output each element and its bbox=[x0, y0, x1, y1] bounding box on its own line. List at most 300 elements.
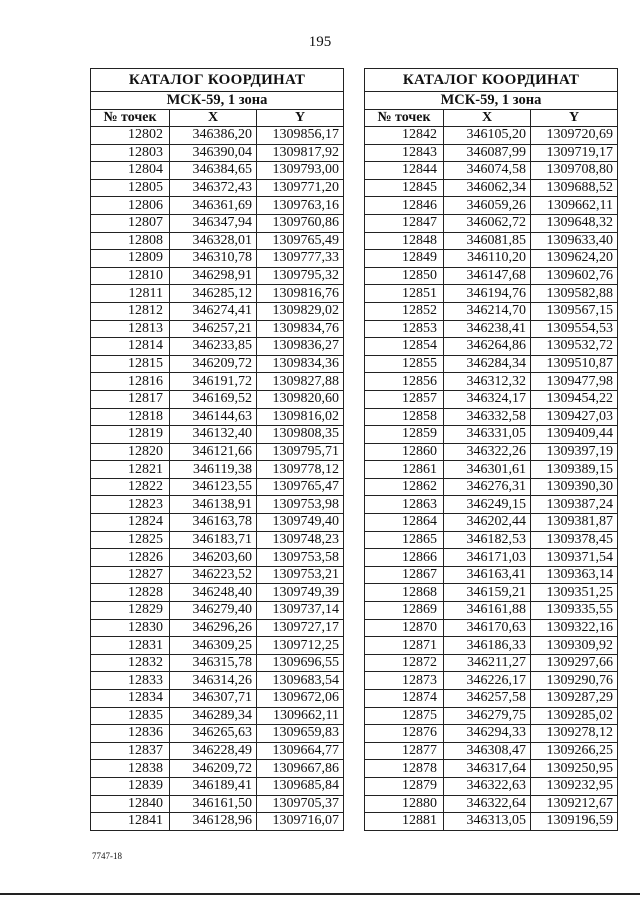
y-coordinate-cell: 1309667,86 bbox=[257, 760, 344, 778]
table-row bbox=[91, 795, 344, 813]
y-coordinate-cell: 1309753,21 bbox=[257, 566, 344, 584]
x-coordinate-cell: 346138,91 bbox=[170, 496, 257, 514]
x-coordinate-cell: 346284,34 bbox=[444, 355, 531, 373]
point-number-cell: 12872 bbox=[365, 654, 444, 672]
column-header-y: Y bbox=[531, 110, 618, 127]
x-coordinate-cell: 346322,63 bbox=[444, 777, 531, 795]
table-row bbox=[91, 496, 344, 514]
point-number-cell: 12838 bbox=[91, 760, 170, 778]
point-number-cell: 12865 bbox=[365, 531, 444, 549]
table-row bbox=[365, 320, 618, 338]
table-row bbox=[365, 408, 618, 426]
x-coordinate-cell: 346059,26 bbox=[444, 197, 531, 215]
table-row bbox=[365, 602, 618, 620]
table-row bbox=[365, 197, 618, 215]
point-number-cell: 12810 bbox=[91, 267, 170, 285]
table-row bbox=[91, 549, 344, 567]
table-row bbox=[91, 602, 344, 620]
x-coordinate-cell: 346332,58 bbox=[444, 408, 531, 426]
x-coordinate-cell: 346309,25 bbox=[170, 637, 257, 655]
y-coordinate-cell: 1309753,58 bbox=[257, 549, 344, 567]
table-row bbox=[365, 566, 618, 584]
x-coordinate-cell: 346119,38 bbox=[170, 461, 257, 479]
table-row bbox=[91, 690, 344, 708]
point-number-cell: 12841 bbox=[91, 813, 170, 831]
x-coordinate-cell: 346183,71 bbox=[170, 531, 257, 549]
table-row bbox=[365, 179, 618, 197]
x-coordinate-cell: 346223,52 bbox=[170, 566, 257, 584]
point-number-cell: 12842 bbox=[365, 127, 444, 145]
point-number-cell: 12816 bbox=[91, 373, 170, 391]
table-row bbox=[91, 355, 344, 373]
table-row bbox=[365, 144, 618, 162]
y-coordinate-cell: 1309427,03 bbox=[531, 408, 618, 426]
y-coordinate-cell: 1309322,16 bbox=[531, 619, 618, 637]
table-row bbox=[91, 760, 344, 778]
point-number-cell: 12811 bbox=[91, 285, 170, 303]
point-number-cell: 12875 bbox=[365, 707, 444, 725]
table-row bbox=[365, 725, 618, 743]
y-coordinate-cell: 1309335,55 bbox=[531, 602, 618, 620]
x-coordinate-cell: 346105,20 bbox=[444, 127, 531, 145]
point-number-cell: 12862 bbox=[365, 478, 444, 496]
point-number-cell: 12819 bbox=[91, 426, 170, 444]
table-row bbox=[365, 496, 618, 514]
point-number-cell: 12825 bbox=[91, 531, 170, 549]
x-coordinate-cell: 346182,53 bbox=[444, 531, 531, 549]
table-row bbox=[91, 637, 344, 655]
x-coordinate-cell: 346310,78 bbox=[170, 250, 257, 268]
point-number-cell: 12829 bbox=[91, 602, 170, 620]
y-coordinate-cell: 1309212,67 bbox=[531, 795, 618, 813]
point-number-cell: 12821 bbox=[91, 461, 170, 479]
point-number-cell: 12876 bbox=[365, 725, 444, 743]
y-coordinate-cell: 1309836,27 bbox=[257, 338, 344, 356]
point-number-cell: 12833 bbox=[91, 672, 170, 690]
point-number-cell: 12867 bbox=[365, 566, 444, 584]
point-number-cell: 12822 bbox=[91, 478, 170, 496]
table-row bbox=[365, 267, 618, 285]
point-number-cell: 12858 bbox=[365, 408, 444, 426]
point-number-cell: 12830 bbox=[91, 619, 170, 637]
table-row bbox=[365, 390, 618, 408]
point-number-cell: 12812 bbox=[91, 302, 170, 320]
point-number-cell: 12837 bbox=[91, 742, 170, 760]
y-coordinate-cell: 1309287,29 bbox=[531, 690, 618, 708]
point-number-cell: 12860 bbox=[365, 443, 444, 461]
point-number-cell: 12813 bbox=[91, 320, 170, 338]
point-number-cell: 12808 bbox=[91, 232, 170, 250]
document-code: 7747-18 bbox=[92, 851, 122, 861]
x-coordinate-cell: 346285,12 bbox=[170, 285, 257, 303]
point-number-cell: 12820 bbox=[91, 443, 170, 461]
x-coordinate-cell: 346257,21 bbox=[170, 320, 257, 338]
y-coordinate-cell: 1309696,55 bbox=[257, 654, 344, 672]
x-coordinate-cell: 346233,85 bbox=[170, 338, 257, 356]
point-number-cell: 12824 bbox=[91, 514, 170, 532]
table-row bbox=[91, 672, 344, 690]
point-number-cell: 12850 bbox=[365, 267, 444, 285]
table-row bbox=[365, 690, 618, 708]
y-coordinate-cell: 1309771,20 bbox=[257, 179, 344, 197]
x-coordinate-cell: 346163,41 bbox=[444, 566, 531, 584]
x-coordinate-cell: 346211,27 bbox=[444, 654, 531, 672]
table-row bbox=[365, 549, 618, 567]
x-coordinate-cell: 346191,72 bbox=[170, 373, 257, 391]
point-number-cell: 12827 bbox=[91, 566, 170, 584]
table-row bbox=[365, 795, 618, 813]
y-coordinate-cell: 1309351,25 bbox=[531, 584, 618, 602]
column-header-y: Y bbox=[257, 110, 344, 127]
table-row bbox=[365, 707, 618, 725]
point-number-cell: 12881 bbox=[365, 813, 444, 831]
table-row bbox=[91, 654, 344, 672]
table-row bbox=[365, 232, 618, 250]
y-coordinate-cell: 1309719,17 bbox=[531, 144, 618, 162]
y-coordinate-cell: 1309309,92 bbox=[531, 637, 618, 655]
x-coordinate-cell: 346161,88 bbox=[444, 602, 531, 620]
y-coordinate-cell: 1309397,19 bbox=[531, 443, 618, 461]
x-coordinate-cell: 346296,26 bbox=[170, 619, 257, 637]
y-coordinate-cell: 1309582,88 bbox=[531, 285, 618, 303]
y-coordinate-cell: 1309749,40 bbox=[257, 514, 344, 532]
x-coordinate-cell: 346110,20 bbox=[444, 250, 531, 268]
x-coordinate-cell: 346062,34 bbox=[444, 179, 531, 197]
y-coordinate-cell: 1309278,12 bbox=[531, 725, 618, 743]
y-coordinate-cell: 1309297,66 bbox=[531, 654, 618, 672]
point-number-cell: 12864 bbox=[365, 514, 444, 532]
y-coordinate-cell: 1309266,25 bbox=[531, 742, 618, 760]
y-coordinate-cell: 1309683,54 bbox=[257, 672, 344, 690]
point-number-cell: 12873 bbox=[365, 672, 444, 690]
table-row bbox=[91, 179, 344, 197]
point-number-cell: 12868 bbox=[365, 584, 444, 602]
point-number-cell: 12805 bbox=[91, 179, 170, 197]
x-coordinate-cell: 346226,17 bbox=[444, 672, 531, 690]
y-coordinate-cell: 1309602,76 bbox=[531, 267, 618, 285]
table-row bbox=[365, 127, 618, 145]
x-coordinate-cell: 346123,55 bbox=[170, 478, 257, 496]
point-number-cell: 12832 bbox=[91, 654, 170, 672]
y-coordinate-cell: 1309381,87 bbox=[531, 514, 618, 532]
table-row bbox=[91, 584, 344, 602]
y-coordinate-cell: 1309720,69 bbox=[531, 127, 618, 145]
table-row bbox=[91, 777, 344, 795]
x-coordinate-cell: 346194,76 bbox=[444, 285, 531, 303]
x-coordinate-cell: 346315,78 bbox=[170, 654, 257, 672]
y-coordinate-cell: 1309816,76 bbox=[257, 285, 344, 303]
column-header-point-number: № точек bbox=[365, 110, 444, 127]
x-coordinate-cell: 346347,94 bbox=[170, 214, 257, 232]
x-coordinate-cell: 346202,44 bbox=[444, 514, 531, 532]
table-row bbox=[365, 338, 618, 356]
point-number-cell: 12814 bbox=[91, 338, 170, 356]
y-coordinate-cell: 1309662,11 bbox=[257, 707, 344, 725]
y-coordinate-cell: 1309662,11 bbox=[531, 197, 618, 215]
point-number-cell: 12871 bbox=[365, 637, 444, 655]
table-row bbox=[365, 461, 618, 479]
table-row bbox=[91, 725, 344, 743]
y-coordinate-cell: 1309389,15 bbox=[531, 461, 618, 479]
x-coordinate-cell: 346257,58 bbox=[444, 690, 531, 708]
point-number-cell: 12857 bbox=[365, 390, 444, 408]
x-coordinate-cell: 346264,86 bbox=[444, 338, 531, 356]
table-row bbox=[365, 584, 618, 602]
table-row bbox=[365, 162, 618, 180]
x-coordinate-cell: 346308,47 bbox=[444, 742, 531, 760]
x-coordinate-cell: 346248,40 bbox=[170, 584, 257, 602]
y-coordinate-cell: 1309777,33 bbox=[257, 250, 344, 268]
x-coordinate-cell: 346062,72 bbox=[444, 214, 531, 232]
y-coordinate-cell: 1309820,60 bbox=[257, 390, 344, 408]
y-coordinate-cell: 1309685,84 bbox=[257, 777, 344, 795]
x-coordinate-cell: 346238,41 bbox=[444, 320, 531, 338]
y-coordinate-cell: 1309753,98 bbox=[257, 496, 344, 514]
x-coordinate-cell: 346279,75 bbox=[444, 707, 531, 725]
y-coordinate-cell: 1309363,14 bbox=[531, 566, 618, 584]
x-coordinate-cell: 346161,50 bbox=[170, 795, 257, 813]
point-number-cell: 12877 bbox=[365, 742, 444, 760]
y-coordinate-cell: 1309856,17 bbox=[257, 127, 344, 145]
point-number-cell: 12866 bbox=[365, 549, 444, 567]
x-coordinate-cell: 346289,34 bbox=[170, 707, 257, 725]
x-coordinate-cell: 346081,85 bbox=[444, 232, 531, 250]
y-coordinate-cell: 1309554,53 bbox=[531, 320, 618, 338]
y-coordinate-cell: 1309716,07 bbox=[257, 813, 344, 831]
point-number-cell: 12826 bbox=[91, 549, 170, 567]
x-coordinate-cell: 346279,40 bbox=[170, 602, 257, 620]
x-coordinate-cell: 346159,21 bbox=[444, 584, 531, 602]
x-coordinate-cell: 346189,41 bbox=[170, 777, 257, 795]
y-coordinate-cell: 1309765,49 bbox=[257, 232, 344, 250]
x-coordinate-cell: 346265,63 bbox=[170, 725, 257, 743]
y-coordinate-cell: 1309477,98 bbox=[531, 373, 618, 391]
y-coordinate-cell: 1309763,16 bbox=[257, 197, 344, 215]
y-coordinate-cell: 1309387,24 bbox=[531, 496, 618, 514]
table-row bbox=[365, 426, 618, 444]
table-row bbox=[91, 320, 344, 338]
point-number-cell: 12870 bbox=[365, 619, 444, 637]
point-number-cell: 12879 bbox=[365, 777, 444, 795]
table-row bbox=[365, 285, 618, 303]
point-number-cell: 12823 bbox=[91, 496, 170, 514]
x-coordinate-cell: 346317,64 bbox=[444, 760, 531, 778]
table-row bbox=[91, 127, 344, 145]
y-coordinate-cell: 1309409,44 bbox=[531, 426, 618, 444]
y-coordinate-cell: 1309648,32 bbox=[531, 214, 618, 232]
table-row bbox=[365, 531, 618, 549]
y-coordinate-cell: 1309672,06 bbox=[257, 690, 344, 708]
y-coordinate-cell: 1309567,15 bbox=[531, 302, 618, 320]
y-coordinate-cell: 1309795,71 bbox=[257, 443, 344, 461]
x-coordinate-cell: 346203,60 bbox=[170, 549, 257, 567]
point-number-cell: 12855 bbox=[365, 355, 444, 373]
table-row bbox=[91, 338, 344, 356]
table-row bbox=[365, 214, 618, 232]
point-number-cell: 12852 bbox=[365, 302, 444, 320]
x-coordinate-cell: 346170,63 bbox=[444, 619, 531, 637]
point-number-cell: 12874 bbox=[365, 690, 444, 708]
table-row bbox=[365, 619, 618, 637]
x-coordinate-cell: 346147,68 bbox=[444, 267, 531, 285]
point-number-cell: 12831 bbox=[91, 637, 170, 655]
y-coordinate-cell: 1309196,59 bbox=[531, 813, 618, 831]
x-coordinate-cell: 346361,69 bbox=[170, 197, 257, 215]
point-number-cell: 12863 bbox=[365, 496, 444, 514]
x-coordinate-cell: 346087,99 bbox=[444, 144, 531, 162]
table-row bbox=[91, 250, 344, 268]
y-coordinate-cell: 1309454,22 bbox=[531, 390, 618, 408]
x-coordinate-cell: 346209,72 bbox=[170, 760, 257, 778]
table-row bbox=[365, 355, 618, 373]
y-coordinate-cell: 1309390,30 bbox=[531, 478, 618, 496]
y-coordinate-cell: 1309659,83 bbox=[257, 725, 344, 743]
table-row bbox=[91, 514, 344, 532]
y-coordinate-cell: 1309633,40 bbox=[531, 232, 618, 250]
point-number-cell: 12809 bbox=[91, 250, 170, 268]
point-number-cell: 12803 bbox=[91, 144, 170, 162]
x-coordinate-cell: 346312,32 bbox=[444, 373, 531, 391]
table-row bbox=[91, 478, 344, 496]
table-row bbox=[91, 373, 344, 391]
x-coordinate-cell: 346074,58 bbox=[444, 162, 531, 180]
point-number-cell: 12835 bbox=[91, 707, 170, 725]
table-row bbox=[365, 443, 618, 461]
coordinate-catalog-right bbox=[364, 68, 618, 831]
point-number-cell: 12854 bbox=[365, 338, 444, 356]
table-row bbox=[91, 267, 344, 285]
y-coordinate-cell: 1309827,88 bbox=[257, 373, 344, 391]
point-number-cell: 12844 bbox=[365, 162, 444, 180]
y-coordinate-cell: 1309532,72 bbox=[531, 338, 618, 356]
catalog-subtitle: МСК-59, 1 зона bbox=[91, 92, 344, 110]
y-coordinate-cell: 1309250,95 bbox=[531, 760, 618, 778]
point-number-cell: 12818 bbox=[91, 408, 170, 426]
x-coordinate-cell: 346276,31 bbox=[444, 478, 531, 496]
y-coordinate-cell: 1309510,87 bbox=[531, 355, 618, 373]
point-number-cell: 12806 bbox=[91, 197, 170, 215]
table-row bbox=[365, 478, 618, 496]
table-row bbox=[91, 813, 344, 831]
point-number-cell: 12845 bbox=[365, 179, 444, 197]
point-number-cell: 12836 bbox=[91, 725, 170, 743]
x-coordinate-cell: 346186,33 bbox=[444, 637, 531, 655]
x-coordinate-cell: 346144,63 bbox=[170, 408, 257, 426]
catalog-title: КАТАЛОГ КООРДИНАТ bbox=[365, 69, 618, 92]
point-number-cell: 12851 bbox=[365, 285, 444, 303]
page-number: 195 bbox=[308, 34, 332, 50]
table-row bbox=[91, 426, 344, 444]
table-row bbox=[91, 302, 344, 320]
y-coordinate-cell: 1309705,37 bbox=[257, 795, 344, 813]
y-coordinate-cell: 1309727,17 bbox=[257, 619, 344, 637]
x-coordinate-cell: 346390,04 bbox=[170, 144, 257, 162]
y-coordinate-cell: 1309808,35 bbox=[257, 426, 344, 444]
x-coordinate-cell: 346274,41 bbox=[170, 302, 257, 320]
column-header-x: X bbox=[170, 110, 257, 127]
y-coordinate-cell: 1309748,23 bbox=[257, 531, 344, 549]
table-row bbox=[365, 742, 618, 760]
point-number-cell: 12839 bbox=[91, 777, 170, 795]
x-coordinate-cell: 346209,72 bbox=[170, 355, 257, 373]
x-coordinate-cell: 346322,64 bbox=[444, 795, 531, 813]
table-row bbox=[365, 302, 618, 320]
y-coordinate-cell: 1309371,54 bbox=[531, 549, 618, 567]
point-number-cell: 12847 bbox=[365, 214, 444, 232]
table-row bbox=[365, 654, 618, 672]
point-number-cell: 12846 bbox=[365, 197, 444, 215]
point-number-cell: 12878 bbox=[365, 760, 444, 778]
table-row bbox=[365, 813, 618, 831]
x-coordinate-cell: 346386,20 bbox=[170, 127, 257, 145]
column-header-point-number: № точек bbox=[91, 110, 170, 127]
bottom-divider bbox=[0, 893, 640, 895]
y-coordinate-cell: 1309793,00 bbox=[257, 162, 344, 180]
point-number-cell: 12807 bbox=[91, 214, 170, 232]
catalog-title: КАТАЛОГ КООРДИНАТ bbox=[91, 69, 344, 92]
y-coordinate-cell: 1309688,52 bbox=[531, 179, 618, 197]
y-coordinate-cell: 1309664,77 bbox=[257, 742, 344, 760]
y-coordinate-cell: 1309708,80 bbox=[531, 162, 618, 180]
y-coordinate-cell: 1309760,86 bbox=[257, 214, 344, 232]
table-row bbox=[91, 408, 344, 426]
x-coordinate-cell: 346298,91 bbox=[170, 267, 257, 285]
x-coordinate-cell: 346171,03 bbox=[444, 549, 531, 567]
table-row bbox=[365, 637, 618, 655]
x-coordinate-cell: 346324,17 bbox=[444, 390, 531, 408]
y-coordinate-cell: 1309829,02 bbox=[257, 302, 344, 320]
catalog-rows bbox=[365, 127, 618, 831]
catalog-rows bbox=[91, 127, 344, 831]
x-coordinate-cell: 346328,01 bbox=[170, 232, 257, 250]
y-coordinate-cell: 1309285,02 bbox=[531, 707, 618, 725]
point-number-cell: 12804 bbox=[91, 162, 170, 180]
table-row bbox=[91, 531, 344, 549]
table-row bbox=[91, 214, 344, 232]
x-coordinate-cell: 346214,70 bbox=[444, 302, 531, 320]
table-row bbox=[365, 777, 618, 795]
x-coordinate-cell: 346121,66 bbox=[170, 443, 257, 461]
table-row bbox=[91, 742, 344, 760]
x-coordinate-cell: 346372,43 bbox=[170, 179, 257, 197]
x-coordinate-cell: 346331,05 bbox=[444, 426, 531, 444]
table-row bbox=[365, 760, 618, 778]
y-coordinate-cell: 1309749,39 bbox=[257, 584, 344, 602]
table-row bbox=[91, 162, 344, 180]
point-number-cell: 12840 bbox=[91, 795, 170, 813]
x-coordinate-cell: 346301,61 bbox=[444, 461, 531, 479]
table-row bbox=[365, 672, 618, 690]
y-coordinate-cell: 1309817,92 bbox=[257, 144, 344, 162]
column-header-x: X bbox=[444, 110, 531, 127]
point-number-cell: 12834 bbox=[91, 690, 170, 708]
x-coordinate-cell: 346307,71 bbox=[170, 690, 257, 708]
point-number-cell: 12848 bbox=[365, 232, 444, 250]
table-row bbox=[91, 285, 344, 303]
y-coordinate-cell: 1309816,02 bbox=[257, 408, 344, 426]
x-coordinate-cell: 346132,40 bbox=[170, 426, 257, 444]
y-coordinate-cell: 1309834,36 bbox=[257, 355, 344, 373]
point-number-cell: 12880 bbox=[365, 795, 444, 813]
table-row bbox=[365, 250, 618, 268]
point-number-cell: 12815 bbox=[91, 355, 170, 373]
point-number-cell: 12802 bbox=[91, 127, 170, 145]
y-coordinate-cell: 1309765,47 bbox=[257, 478, 344, 496]
table-row bbox=[91, 390, 344, 408]
y-coordinate-cell: 1309737,14 bbox=[257, 602, 344, 620]
point-number-cell: 12843 bbox=[365, 144, 444, 162]
y-coordinate-cell: 1309795,32 bbox=[257, 267, 344, 285]
